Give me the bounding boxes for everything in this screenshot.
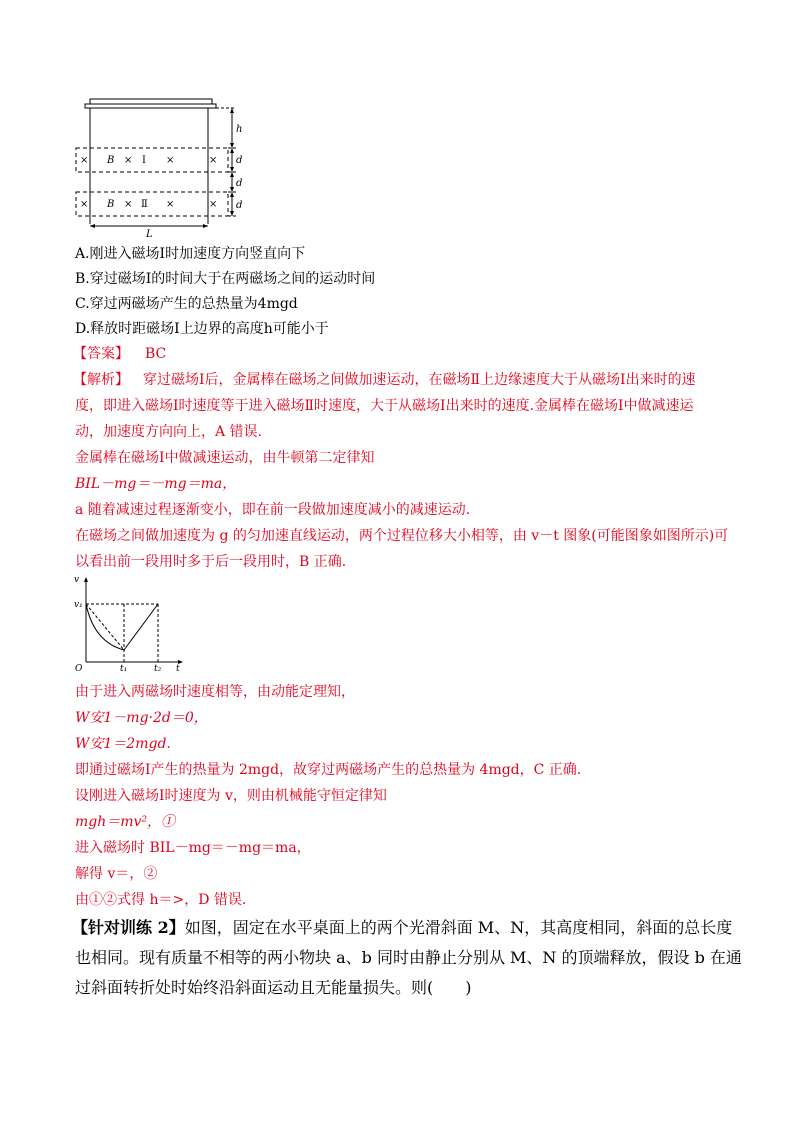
- analysis-line-3: 动，加速度方向向上，A 错误.: [75, 424, 263, 440]
- label-d-3: d: [236, 200, 243, 211]
- cross-mark: ×: [166, 199, 175, 210]
- exercise-line-3: 过斜面转折处时始终沿斜面运动且无能量损失。则( ): [75, 978, 472, 997]
- label-h: h: [236, 124, 243, 135]
- exercise-text: 如图，固定在水平桌面上的两个光滑斜面 M、N，其高度相同，斜面的总长度: [184, 918, 733, 937]
- field-region-2: [76, 192, 228, 216]
- cross-mark: ×: [166, 155, 175, 166]
- analysis-line-2: 度，即进入磁场Ⅰ时速度等于进入磁场Ⅱ时速度，大于从磁场Ⅰ出来时的速度.金属棒在磁场Ⅰ中做减速运: [75, 398, 694, 414]
- equation-4: mgh＝mv²，①: [75, 814, 176, 830]
- equation-7: 由①②式得 h＝>，D 错误.: [75, 892, 247, 908]
- label-d-1: d: [236, 155, 243, 166]
- label-t1: t₁: [120, 664, 128, 674]
- analysis-tag: 【解析】: [73, 372, 129, 388]
- answer-value: BC: [145, 346, 167, 362]
- exercise-line-1: [72, 916, 732, 940]
- cross-mark: ×: [209, 199, 218, 210]
- analysis-line-10: 设刚进入磁场Ⅰ时速度为 v，则由机械能守恒定律知: [75, 788, 387, 804]
- exercise-tag: 【针对训练 2】: [72, 918, 185, 937]
- label-v: v: [74, 575, 80, 585]
- answer-line: [73, 344, 166, 364]
- equation-3: W安1＝2mgd.: [75, 736, 171, 752]
- analysis-text: 穿过磁场Ⅰ后，金属棒在磁场之间做加速运动，在磁场Ⅱ上边缘速度大于从磁场Ⅰ出来时的速: [143, 372, 696, 388]
- analysis-line-6: 在磁场之间做加速度为 g 的匀加速直线运动，两个过程位移大小相等，由 v－t 图象(可能图象如图所示)可: [75, 528, 729, 544]
- label-O: O: [75, 664, 83, 674]
- label-t: t: [176, 664, 180, 674]
- vt-graph-figure: [72, 574, 187, 674]
- cross-mark: ×: [124, 199, 133, 210]
- equation-5: 进入磁场时 BIL－mg＝－mg＝ma，: [75, 840, 311, 856]
- cross-mark: ×: [80, 155, 89, 166]
- metal-rod: [85, 104, 216, 108]
- analysis-line-1: [73, 370, 696, 390]
- analysis-line-7: 以看出前一段用时多于后一段用时，B 正确.: [75, 554, 347, 570]
- answer-tag: 【答案】: [73, 346, 129, 362]
- label-roman-1: Ⅰ: [142, 155, 146, 166]
- option-d: D.释放时距磁场Ⅰ上边界的高度h可能小于: [75, 321, 329, 337]
- label-B-1: B: [107, 155, 115, 166]
- label-t2: t₂: [154, 664, 162, 674]
- option-b: B.穿过磁场Ⅰ的时间大于在两磁场之间的运动时间: [75, 271, 376, 287]
- magnetic-field-figure: [70, 96, 270, 238]
- equation-2: W安1－mg·2d＝0，: [75, 710, 208, 726]
- straight-reference: [86, 604, 124, 650]
- top-bar: [90, 99, 212, 104]
- cross-mark: ×: [80, 199, 89, 210]
- equation-6: 解得 v＝，②: [75, 866, 158, 882]
- label-roman-2: Ⅱ: [141, 199, 148, 210]
- field-region-1: [76, 148, 228, 172]
- option-c: C.穿过两磁场产生的总热量为4mgd: [75, 296, 298, 312]
- equation-1: BIL－mg＝－mg＝ma，: [75, 476, 237, 492]
- label-B-2: B: [107, 199, 115, 210]
- cross-mark: ×: [124, 155, 133, 166]
- analysis-line-8: 由于进入两磁场时速度相等，由动能定理知，: [75, 684, 355, 700]
- acceleration-line: [124, 604, 158, 650]
- option-a: A.刚进入磁场Ⅰ时加速度方向竖直向下: [75, 246, 306, 262]
- exercise-line-2: 也相同。现有质量不相等的两小物块 a、b 同时由静止分别从 M、N 的顶端释放，假设 b 在通: [75, 948, 742, 967]
- label-d-2: d: [236, 178, 243, 189]
- analysis-line-9: 即通过磁场Ⅰ产生的热量为 2mgd，故穿过两磁场产生的总热量为 4mgd，C 正确.: [75, 762, 582, 778]
- analysis-line-4: 金属棒在磁场Ⅰ中做减速运动，由牛顿第二定律知: [75, 450, 375, 466]
- label-v1: v₁: [74, 600, 83, 610]
- label-L: L: [146, 229, 153, 238]
- analysis-line-5: a 随着减速过程逐渐变小，即在前一段做加速度减小的减速运动.: [75, 502, 471, 518]
- cross-mark: ×: [209, 155, 218, 166]
